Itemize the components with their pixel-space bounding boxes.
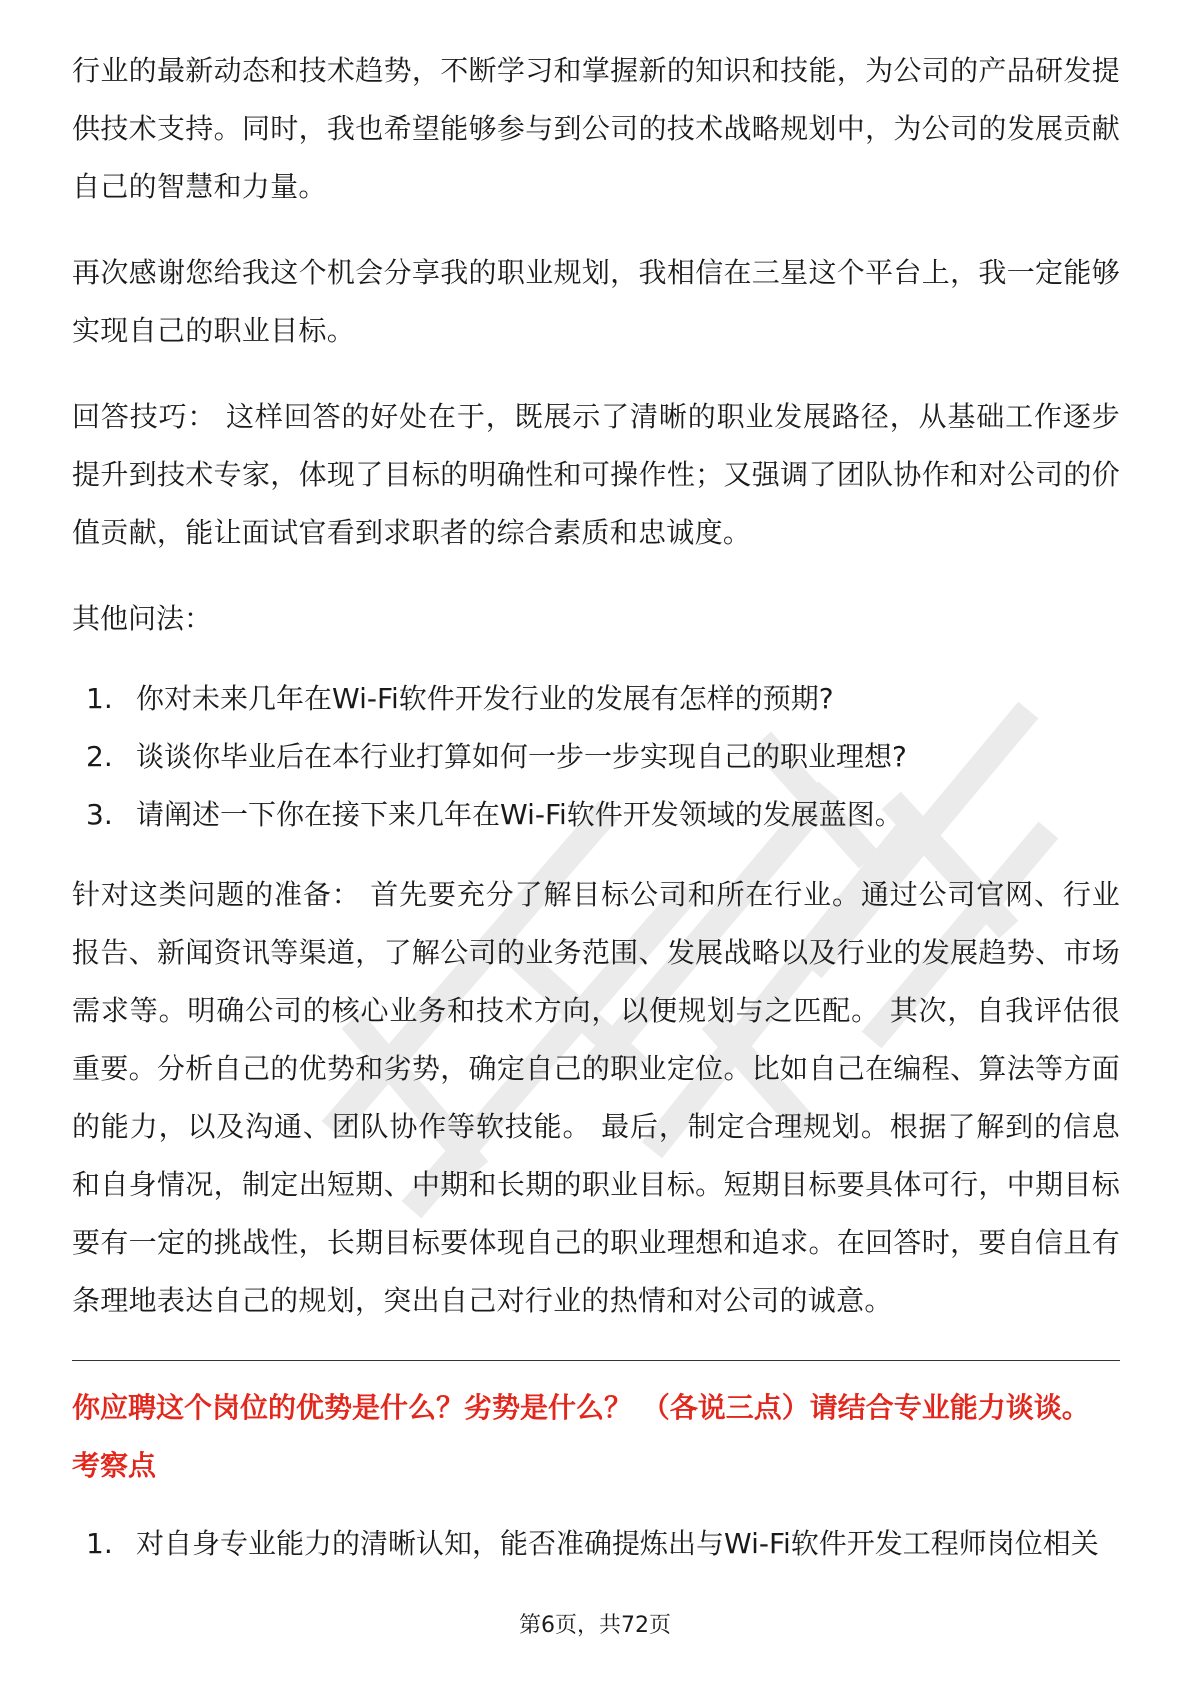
list-text: 对自身专业能力的清晰认知，能否准确提炼出与Wi-Fi软件开发工程师岗位相关 — [136, 1527, 1099, 1560]
list-item — [72, 728, 1120, 786]
assessment-points-label: 考察点 — [72, 1449, 157, 1482]
assessment-points-list — [72, 1515, 1120, 1573]
section-divider — [72, 1360, 1120, 1361]
list-number: 2. — [86, 740, 113, 773]
list-text: 谈谈你毕业后在本行业打算如何一步一步实现自己的职业理想? — [136, 740, 907, 773]
paragraph-answer-tips: 回答技巧： 这样回答的好处在于，既展示了清晰的职业发展路径，从基础工作逐步提升到技术专家，体现了目标的明确性和可操作性；又强调了团队协作和对公司的价值贡献，能让面试官看到求职者的综合素质和忠诚度。 — [72, 400, 1120, 549]
list-text: 请阐述一下你在接下来几年在Wi-Fi软件开发领域的发展蓝图。 — [136, 798, 903, 831]
list-item — [72, 1515, 1120, 1573]
page-content — [72, 42, 1120, 1595]
list-number: 3. — [86, 798, 113, 831]
list-number: 1. — [86, 1527, 113, 1560]
page-number-footer: 第6页，共72页 — [519, 1613, 671, 1638]
list-item — [72, 786, 1120, 844]
question-heading: 你应聘这个岗位的优势是什么？劣势是什么？ （各说三点）请结合专业能力谈谈。 — [72, 1391, 1090, 1424]
list-text: 你对未来几年在Wi-Fi软件开发行业的发展有怎样的预期? — [136, 682, 834, 715]
paragraph-continuation: 行业的最新动态和技术趋势，不断学习和掌握新的知识和技能，为公司的产品研发提供技术支持。同时，我也希望能够参与到公司的技术战略规划中，为公司的发展贡献自己的智慧和力量。 — [72, 54, 1120, 203]
other-questions-list — [72, 670, 1120, 844]
other-questions-label: 其他问法： — [72, 602, 213, 635]
paragraph-thanks: 再次感谢您给我这个机会分享我的职业规划，我相信在三星这个平台上，我一定能够实现自己的职业目标。 — [72, 256, 1120, 347]
paragraph-preparation: 针对这类问题的准备： 首先要充分了解目标公司和所在行业。通过公司官网、行业报告、新闻资讯等渠道，了解公司的业务范围、发展战略以及行业的发展趋势、市场需求等。明确公司的核心业务和技术方向，以便规划与之匹配。 其次，自我评估很重要。分析自己的优势和劣势，确定自己的职业定位。比如自己在编程、算法等方面的能力，以及沟通、团队协作等软技能。 最后，制定合理规划。根据了解到的信息和自身情况，制定出短期、中期和长期的职业目标。短期目标要具体可行，中期目标要有一定的挑战性，长期目标要体现自己的职业理想和追求。在回答时，要自信且有条理地表达自己的规划，突出自己对行业的热情和对公司的诚意。 — [72, 878, 1120, 1317]
list-item — [72, 670, 1120, 728]
list-number: 1. — [86, 682, 113, 715]
